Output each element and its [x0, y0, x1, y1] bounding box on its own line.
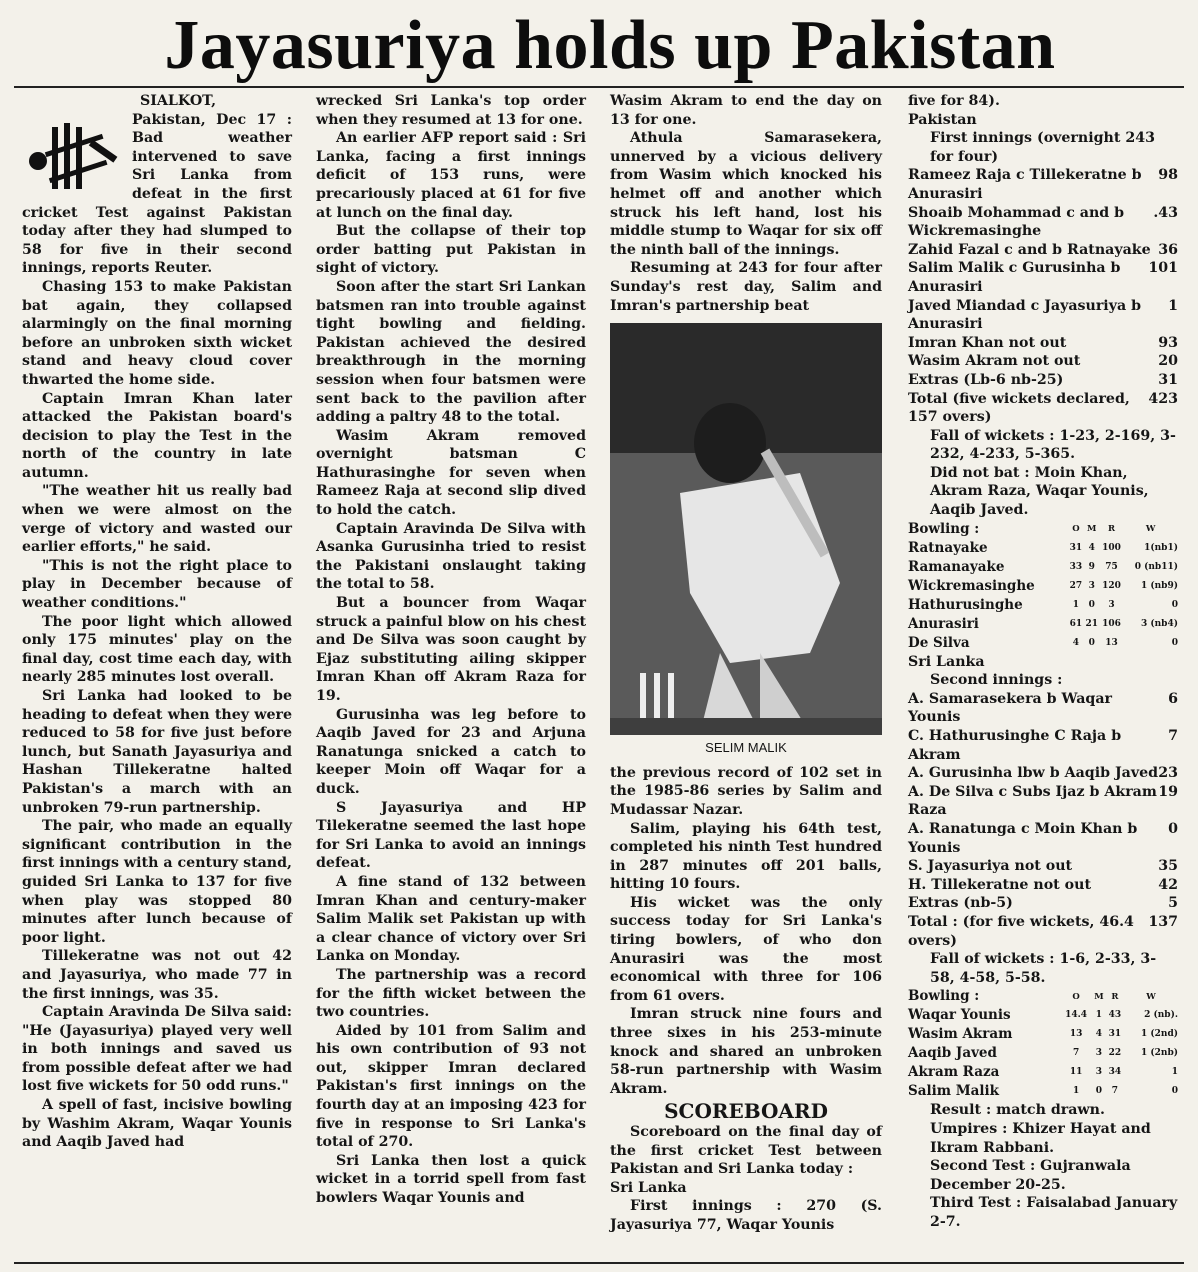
paragraph: A fine stand of 132 between Imran Khan and century-maker Salim Malik set Pakistan up with a clear chance of victory over Sri Lanka on Monday. [316, 873, 586, 965]
batting-row [908, 259, 1178, 296]
bowling-figure: 100 [1102, 542, 1121, 553]
bowling-figure: 9 [1088, 561, 1095, 572]
bowler-name: Aaqib Javed [908, 1045, 997, 1062]
runs: 19 [1158, 783, 1178, 800]
batting-row [908, 913, 1178, 950]
batsman-name: Salim Malik c Gurusinha b Anurasiri [908, 260, 1121, 295]
batsman-name: Total (five wickets declared, 157 overs) [908, 390, 1130, 426]
bowling-figure: 22 [1108, 1048, 1122, 1059]
bowling-figure: 31 [1069, 542, 1083, 553]
bowling-figure: 31 [1108, 1029, 1122, 1040]
bottom-rule [14, 1262, 1184, 1264]
column-2 [316, 92, 586, 1208]
paragraph: Tillekeratne was not out 42 and Jayasuriya, who made 77 in the first innings, was 35. [22, 948, 292, 1002]
paragraph: Athula Samarasekera, unnerved by a vicious delivery from Wasim which knocked his helmet off and another which struck his left hand, lost his middle stump to Waqar for six off the ninth ball of the innings. [610, 130, 882, 258]
batsman-name: A. Samarasekera b Waqar Younis [908, 690, 1113, 726]
fall-of-wickets: Fall of wickets : 1-23, 2-169, 3-232, 4-233, 5-365. [930, 427, 1176, 463]
bowling-figure: 0 [1171, 599, 1178, 610]
bowling-figure: 1 (2nd) [1140, 1029, 1178, 1040]
third-test: Third Test : Faisalabad January 2-7. [930, 1195, 1178, 1230]
batting-row [908, 297, 1178, 334]
paragraph: Wasim Akram to end the day on 13 for one. [610, 93, 882, 128]
bowling-figure: 0 (nb11) [1134, 561, 1178, 572]
paragraph: Captain Aravinda De Silva said: "He (Jayasuriya) played very well in both innings and saved us from possible defeat after we had lost five wickets for 50 odd runs." [22, 1004, 292, 1095]
bowling-figure: 3 [1095, 1067, 1103, 1078]
paragraph: Gurusinha was leg before to Aaqib Javed for 23 and Arjuna Ranatunga snicked a catch to keeper Moin off Waqar for a duck. [316, 706, 586, 797]
bowling-label: Bowling : [908, 520, 980, 537]
paragraph: wrecked Sri Lanka's top order when they resumed at 13 for one. [316, 93, 586, 128]
paragraph: Soon after the start Sri Lankan batsmen ran into trouble against tight bowling and fielding. Pakistan achieved the desired breakthrough in the morning session when four batsmen were sent back to the pavilion after adding a paltry 48 to the total. [316, 278, 586, 426]
bowler-name: Hathurusinghe [908, 596, 1023, 613]
paragraph: "This is not the right place to play in December because of weather conditions." [22, 557, 292, 612]
bowling-row [908, 558, 1178, 577]
bowler-name: Wasim Akram [908, 1026, 1013, 1043]
bowling-column-header: R [1111, 991, 1119, 1002]
batsman-name: Zahid Fazal c and b Ratnayake [908, 241, 1151, 258]
column-4-scorecard [908, 92, 1178, 1232]
runs: 98 [1158, 167, 1178, 184]
bowling-figure: 3 [1108, 599, 1115, 610]
innings-heading: First innings (overnight 243 for four) [930, 130, 1155, 165]
paragraph: Sri Lanka had looked to be heading to defeat when they were reduced to 58 for five just before lunch, but Sanath Jayasuriya and Hashan Tillekeratne halted Pakistan's a march with an unbroken 79-run partnership. [22, 688, 292, 816]
bowling-figure: 11 [1069, 1067, 1083, 1078]
bowling-figure: 1 [1171, 1067, 1178, 1078]
runs: 31 [1158, 371, 1178, 388]
batsman-name: Shoaib Mohammad c and b Wickremasinghe [908, 204, 1125, 240]
batsman-name: H. Tillekeratne not out [908, 876, 1091, 893]
batting-row [908, 241, 1178, 260]
batting-row [908, 894, 1178, 913]
bowling-figure: 33 [1069, 561, 1083, 572]
runs: 35 [1158, 858, 1178, 875]
batting-row [908, 764, 1178, 783]
bowling-figure: 106 [1102, 618, 1121, 629]
paragraph: "The weather hit us really bad when we were almost on the verge of victory and wasted our earlier efforts," he said. [22, 483, 292, 556]
paragraph: A spell of fast, incisive bowling by Washim Akram, Waqar Younis and Aaqib Javed had [22, 1097, 292, 1151]
bowling-figure: 4 [1088, 542, 1095, 553]
bowling-row [908, 1082, 1178, 1101]
runs: 101 [1148, 260, 1178, 277]
headline: Jayasuriya holds up Pakistan [164, 7, 1056, 84]
bowling-row [908, 596, 1178, 615]
batsman-name: A. Gurusinha lbw b Aaqib Javed [908, 765, 1159, 782]
bowling-row [908, 1063, 1178, 1082]
bowler-name: Salim Malik [908, 1083, 1000, 1100]
cricket-logo-icon [22, 117, 124, 199]
column-1 [22, 92, 292, 1152]
runs: 423 [1148, 390, 1178, 407]
section-heading: Sri Lanka [610, 1179, 687, 1196]
bowling-figure: 14.4 [1065, 1010, 1088, 1021]
paragraph: Imran struck nine fours and three sixes in his 253-minute knock and shared an unbroken 58-run partnership with Wasim Akram. [610, 1006, 882, 1097]
runs: 42 [1158, 876, 1178, 893]
bowling-figure: 3 (nb4) [1140, 618, 1178, 629]
bowling-figure: 34 [1108, 1067, 1122, 1078]
bowling-column-header: O [1072, 523, 1080, 534]
scoreboard-intro: Scoreboard on the final day of the first cricket Test between Pakistan and Sri Lanka today : [610, 1124, 882, 1178]
bowling-figure: 1 (nb9) [1140, 580, 1178, 591]
batsman-name: Extras (Lb-6 nb-25) [908, 371, 1064, 388]
batting-row [908, 334, 1178, 353]
paragraph: Resuming at 243 for four after Sunday's rest day, Salim and Imran's partnership beat [610, 260, 882, 314]
bowling-figure: 21 [1085, 618, 1098, 629]
batsman-name: A. De Silva c Subs Ijaz b Akram Raza [908, 783, 1157, 819]
paragraph: His wicket was the only success today for Sri Lanka's tiring bowlers, of who don Anurasiri was the most economical with three for 106 from 61 overs. [610, 894, 882, 1004]
bowling-figure: 1 [1072, 1086, 1080, 1097]
bowling-column-header: O [1072, 991, 1080, 1002]
runs: 6 [1168, 690, 1178, 707]
bowler-name: Ramanayake [908, 558, 1005, 575]
bowling-figure: 0 [1171, 637, 1178, 648]
bowling-figure: 0 [1088, 599, 1095, 610]
bowling-figure: 4 [1072, 637, 1080, 648]
bowling-header-row [908, 520, 1178, 539]
batting-row [908, 390, 1178, 427]
umpires: Umpires : Khizer Hayat and Ikram Rabbani. [930, 1120, 1151, 1156]
runs: 23 [1158, 765, 1178, 782]
bowling-row [908, 615, 1178, 634]
runs: 20 [1158, 353, 1178, 370]
batting-row [908, 352, 1178, 371]
bowling-figure: 7 [1111, 1086, 1119, 1097]
bowling-figure: 13 [1105, 637, 1118, 648]
bowling-row [908, 577, 1178, 596]
paragraph: the previous record of 102 set in the 1985-86 series by Salim and Mudassar Nazar. [610, 764, 882, 818]
runs: .43 [1153, 204, 1178, 221]
first-innings-summary: First innings : 270 (S. Jayasuriya 77, Waqar Younis [610, 1198, 882, 1233]
bowler-name: Ratnayake [908, 539, 988, 556]
batting-row [908, 727, 1178, 764]
bowling-row [908, 539, 1178, 558]
paragraph: Sri Lanka then lost a quick wicket in a torrid spell from fast bowlers Waqar Younis and [316, 1152, 586, 1207]
innings-heading: Second innings : [930, 672, 1063, 689]
batting-row [908, 371, 1178, 390]
bowling-figure: 13 [1069, 1029, 1083, 1040]
runs: 137 [1148, 913, 1178, 930]
fall-of-wickets: Fall of wickets : 1-6, 2-33, 3-58, 4-58, 5-58. [930, 951, 1157, 986]
second-test: Second Test : Gujranwala December 20-25. [930, 1158, 1131, 1193]
sri-lanka-batting-list [908, 690, 1178, 950]
paragraph: Pakistan, Dec 17 : Bad weather intervened to save Sri Lanka from defeat in the first cricket Test against Pakistan today after they had slumped to 58 for five in their second innings, reports Reuter. [22, 111, 292, 277]
paragraph: Chasing 153 to make Pakistan bat again, they collapsed alarmingly on the final morning before an unbroken sixth wicket stand and heavy cloud cover thwarted the home side. [22, 278, 292, 388]
bowler-name: De Silva [908, 634, 970, 651]
batsman-name: Rameez Raja c Tillekeratne b Anurasiri [908, 167, 1142, 202]
paragraph: S Jayasuriya and HP Tilekeratne seemed the last hope for Sri Lanka to avoid an innings defeat. [316, 799, 586, 872]
runs: 7 [1168, 728, 1178, 745]
bowling-figure: 27 [1069, 580, 1083, 591]
bowling-figure: 43 [1108, 1010, 1122, 1021]
bowling-figure: 2 (nb). [1144, 1010, 1178, 1021]
paragraph: But the collapse of their top order batting put Pakistan in sight of victory. [316, 223, 586, 277]
bowling-figure: 3 [1088, 580, 1095, 591]
photo-caption: SELIM MALIK [705, 740, 787, 756]
bowling-figure: 1 (2nb) [1140, 1048, 1178, 1059]
batsman-name: C. Hathurusinghe C Raja b Akram [908, 728, 1122, 763]
bowling-figure: 4 [1095, 1029, 1103, 1040]
bowling-label: Bowling : [908, 988, 980, 1005]
bowling-column-header: M [1094, 991, 1104, 1002]
section-heading: Pakistan [908, 111, 977, 128]
bowling-figure: 1 [1072, 599, 1080, 610]
batsman-name: Javed Miandad c Jayasuriya b Anurasiri [908, 297, 1141, 333]
batsman-name: Wasim Akram not out [908, 353, 1081, 370]
paragraph: The partnership was a record for the fifth wicket between the two countries. [316, 966, 586, 1021]
batsman-name: S. Jayasuriya not out [908, 858, 1073, 875]
batting-row [908, 857, 1178, 876]
column-3 [610, 92, 882, 1235]
bowling-figure: 1(nb1) [1144, 542, 1178, 553]
batting-row [908, 166, 1178, 203]
dateline: SIALKOT, [140, 93, 217, 109]
match-result: Result : match drawn. [930, 1102, 1105, 1119]
bowling-row [908, 1025, 1178, 1044]
bowling-row [908, 634, 1178, 653]
bowler-name: Wickremasinghe [908, 577, 1035, 594]
paragraph: Wasim Akram removed overnight batsman C Hathurasinghe for seven when Rameez Raja at second slip dived to hold the catch. [316, 427, 586, 519]
bowling-header-row [908, 987, 1178, 1006]
batsman-name: Imran Khan not out [908, 334, 1067, 351]
paragraph: Salim, playing his 64th test, completed his ninth Test hundred in 287 minutes off 201 balls, hitting 10 fours. [610, 820, 882, 893]
bowling-column-header: R [1107, 523, 1116, 534]
sri-lanka-bowling-table [908, 520, 1178, 653]
batsman-photo-image [610, 323, 882, 735]
carry-text: five for 84). [908, 93, 1000, 109]
batting-row [908, 783, 1178, 820]
bowling-figure: 7 [1072, 1048, 1080, 1059]
batting-row [908, 876, 1178, 895]
batting-row [908, 204, 1178, 241]
bowling-figure: 0 [1095, 1086, 1103, 1097]
paragraph: The pair, who made an equally significant contribution in the first innings with a century stand, guided Sri Lanka to 137 for five when play was stopped 80 minutes after lunch because of poor light. [22, 818, 292, 946]
runs: 1 [1168, 297, 1178, 314]
bowling-row [908, 1044, 1178, 1063]
top-rule [14, 86, 1184, 88]
bowling-row [908, 1006, 1178, 1025]
runs: 0 [1168, 821, 1178, 837]
batsman-name: Extras (nb-5) [908, 895, 1013, 912]
bowler-name: Anurasiri [908, 615, 979, 632]
bowling-column-header: W [1146, 991, 1156, 1002]
bowling-figure: 0 [1088, 637, 1095, 648]
photo-selim-malik [610, 323, 882, 735]
batsman-name: Total : (for five wickets, 46.4 overs) [908, 913, 1134, 949]
batsman-name: A. Ranatunga c Moin Khan b Younis [908, 821, 1138, 856]
scoreboard-title: SCOREBOARD [664, 1099, 828, 1124]
paragraph: Aided by 101 from Salim and his own contribution of 93 not out, skipper Imran declared Pakistan's first innings on the fourth day at an imposing 423 for five in response to Sri Lanka's total of 270. [316, 1022, 586, 1151]
bowling-figure: 3 [1095, 1048, 1103, 1059]
bowling-figure: 0 [1171, 1086, 1178, 1097]
section-heading: Sri Lanka [908, 653, 985, 670]
bowler-name: Akram Raza [908, 1064, 1000, 1081]
paragraph: Captain Aravinda De Silva with Asanka Gurusinha tried to resist the Pakistani onslaught taking the total to 58. [316, 520, 586, 593]
bowling-column-header: W [1145, 523, 1156, 534]
did-not-bat: Did not bat : Moin Khan, Akram Raza, Waqar Younis, Aaqib Javed. [930, 464, 1149, 519]
bowling-figure: 75 [1105, 561, 1118, 572]
pakistan-bowling-table [908, 987, 1178, 1101]
paragraph: Captain Imran Khan later attacked the Pakistan board's decision to play the Test in the north of the country in late autumn. [22, 390, 292, 481]
runs: 93 [1158, 334, 1178, 351]
runs: 5 [1168, 895, 1178, 912]
paragraph: The poor light which allowed only 175 minutes' play on the final day, cost time each day, with nearly 285 minutes lost overall. [22, 613, 292, 686]
bowling-figure: 1 [1095, 1010, 1103, 1021]
bowling-figure: 61 [1069, 618, 1083, 629]
bowling-column-header: M [1087, 523, 1097, 534]
runs: 36 [1158, 241, 1178, 258]
paragraph: An earlier AFP report said : Sri Lanka, facing a first innings deficit of 153 runs, were precariously placed at 61 for five at lunch on the final day. [316, 130, 586, 221]
bowler-name: Waqar Younis [908, 1007, 1011, 1024]
paragraph: But a bouncer from Waqar struck a painful blow on his chest and De Silva was soon caught by Ejaz substituting ailing skipper Imran Khan off Akram Raza for 19. [316, 595, 586, 704]
bowling-figure: 120 [1102, 580, 1121, 591]
pakistan-batting-list [908, 166, 1178, 426]
batting-row [908, 690, 1178, 727]
batting-row [908, 820, 1178, 857]
